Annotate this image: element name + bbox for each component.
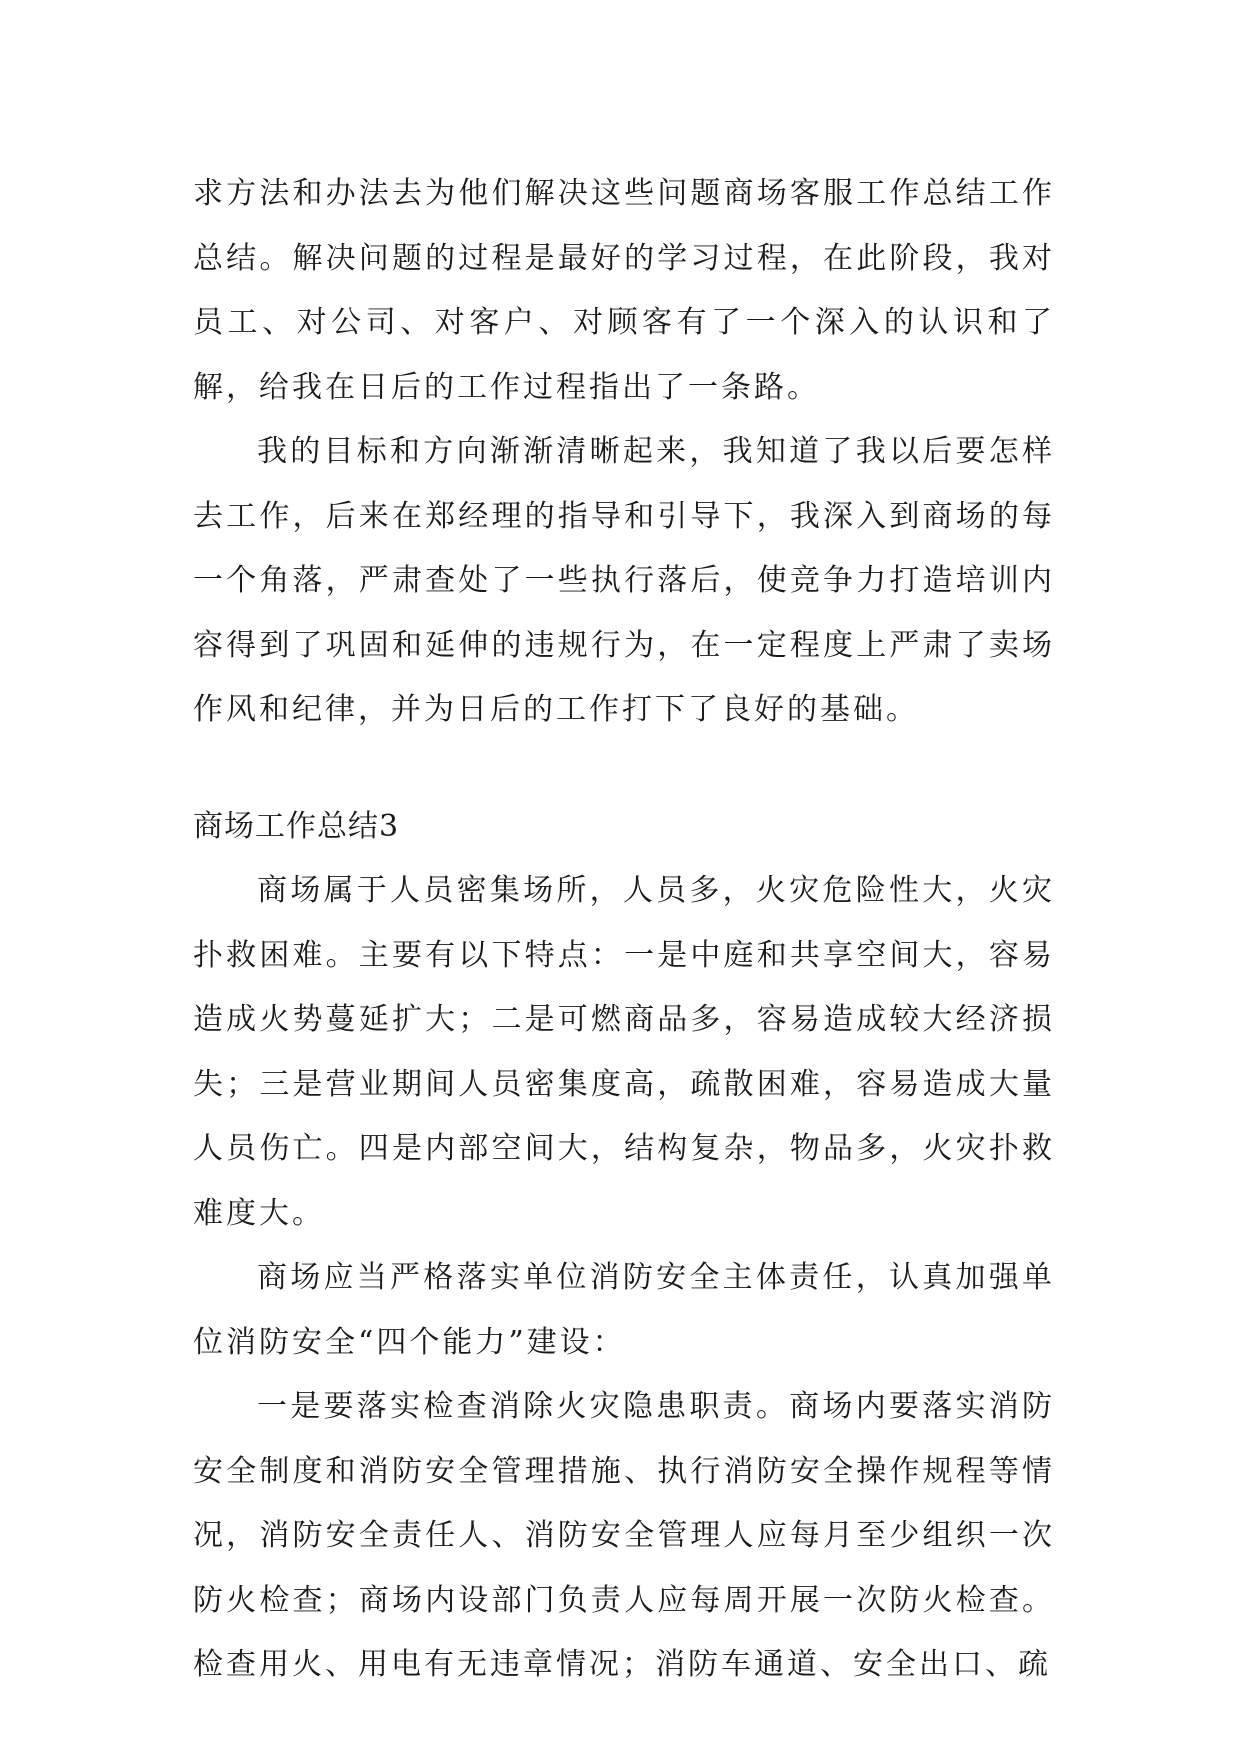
paragraph-2: 我的目标和方向渐渐清晰起来，我知道了我以后要怎样去工作，后来在郑经理的指导和引导下，我深入到商场的每一个角落，严肃查处了一些执行落后，使竞争力打造培训内容得到了巩固和延伸的违规行为，在一定程度上严肃了卖场作风和纪律，并为日后的工作打下了良好的基础。: [193, 434, 1055, 727]
paragraph-4: 商场应当严格落实单位消防安全主体责任，认真加强单位消防安全“四个能力”建设：: [193, 1260, 1055, 1360]
paragraph-3: 商场属于人员密集场所，人员多，火灾危险性大，火灾扑救困难。主要有以下特点：一是中庭和共享空间大，容易造成火势蔓延扩大；二是可燃商品多，容易造成较大经济损失；三是营业期间人员密集度高，疏散困难，容易造成大量人员伤亡。四是内部空间大，结构复杂，物品多，火灾扑救难度大。: [193, 873, 1055, 1231]
document-body: [193, 162, 1055, 1698]
paragraph-5: 一是要落实检查消除火灾隐患职责。商场内要落实消防安全制度和消防安全管理措施、执行消防安全操作规程等情况，消防安全责任人、消防安全管理人应每月至少组织一次防火检查；商场内设部门负责人应每周开展一次防火检查。检查用火、用电有无违章情况；消防车通道、安全出口、疏: [193, 1389, 1055, 1682]
section-title: 商场工作总结3: [193, 808, 400, 844]
paragraph-1: 求方法和办法去为他们解决这些问题商场客服工作总结工作总结。解决问题的过程是最好的学习过程，在此阶段，我对员工、对公司、对客户、对顾客有了一个深入的认识和了解，给我在日后的工作过程指出了一条路。: [193, 176, 1055, 405]
